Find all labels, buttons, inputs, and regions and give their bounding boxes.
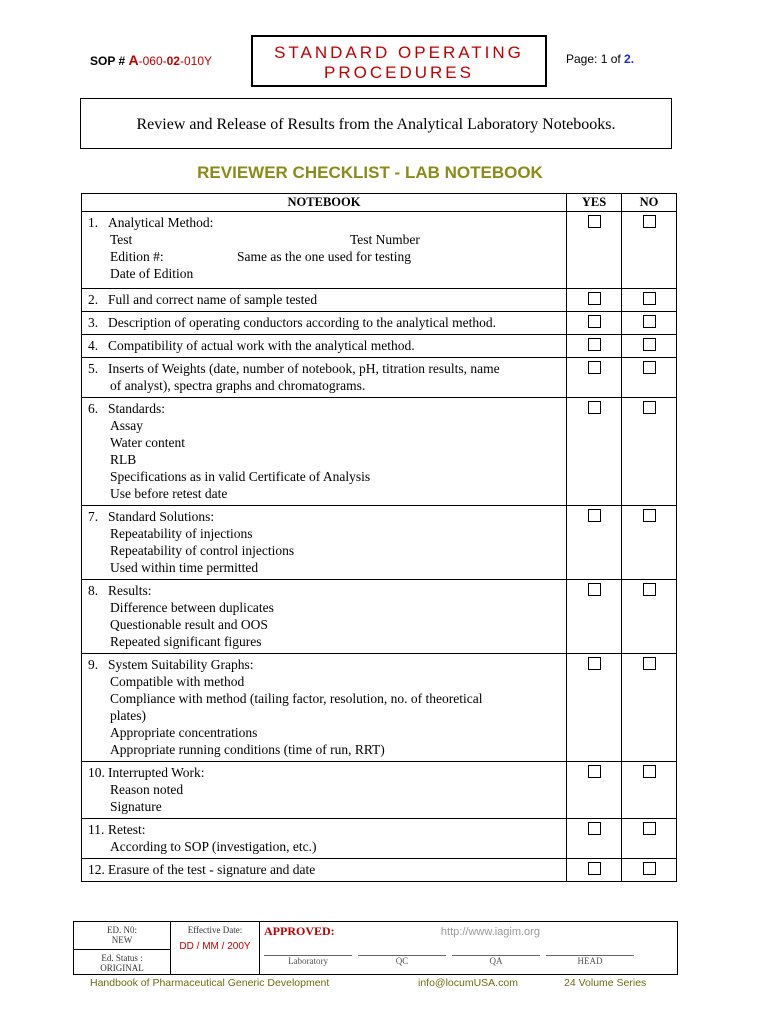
yes-cell [567, 859, 622, 882]
item-sub: RLB [110, 452, 137, 467]
no-cell [622, 289, 677, 312]
item-number: 8. [88, 583, 99, 598]
no-checkbox[interactable] [643, 401, 656, 414]
table-row [82, 859, 677, 882]
no-checkbox[interactable] [643, 361, 656, 374]
item-title: Full and correct name of sample tested [108, 292, 318, 307]
ed-status-cell [74, 950, 171, 975]
item-number: 3. [88, 315, 99, 330]
item-sub: Edition #: [110, 249, 164, 264]
table-row [82, 212, 677, 289]
item-title: Interrupted Work: [108, 765, 205, 780]
sig-laboratory: Laboratory [264, 955, 352, 966]
yes-cell [567, 580, 622, 654]
item-cell [82, 212, 567, 289]
item-cell [82, 859, 567, 882]
no-cell [622, 212, 677, 289]
no-checkbox[interactable] [643, 292, 656, 305]
no-checkbox[interactable] [643, 215, 656, 228]
no-checkbox[interactable] [643, 862, 656, 875]
yes-checkbox[interactable] [588, 401, 601, 414]
item-cell [82, 312, 567, 335]
yes-cell [567, 654, 622, 762]
yes-checkbox[interactable] [588, 765, 601, 778]
approval-cell [260, 922, 678, 975]
table-row [82, 289, 677, 312]
no-checkbox[interactable] [643, 583, 656, 596]
item-sub: Specifications as in valid Certificate of Analysis [110, 469, 371, 484]
ed-status-label: Ed. Status : [101, 953, 143, 963]
no-checkbox[interactable] [643, 822, 656, 835]
item-sub: Repeatability of injections [110, 526, 253, 541]
item-number: 5. [88, 361, 99, 376]
item-number: 6. [88, 401, 99, 416]
item-sub: Questionable result and OOS [110, 617, 268, 632]
no-cell [622, 335, 677, 358]
table-row [82, 398, 677, 506]
sop-code-a: A [128, 52, 139, 68]
item-sub: Use before retest date [110, 486, 228, 501]
item-sub: Reason noted [110, 782, 184, 797]
yes-checkbox[interactable] [588, 315, 601, 328]
item-sub: Appropriate running conditions (time of run, RRT) [110, 742, 385, 757]
table-row [82, 580, 677, 654]
no-cell [622, 654, 677, 762]
table-row [82, 819, 677, 859]
item-sub: Repeated significant figures [110, 634, 262, 649]
item-cell [82, 819, 567, 859]
table-row [82, 335, 677, 358]
effective-date-cell [171, 922, 260, 975]
item-sub: of analyst), spectra graphs and chromatograms. [110, 378, 366, 393]
page-indicator [566, 52, 634, 66]
table-row [82, 358, 677, 398]
item-sub: Same as the one used for testing [237, 249, 411, 264]
item-sub: Difference between duplicates [110, 600, 274, 615]
item-sub: Signature [110, 799, 162, 814]
item-number: 11. [88, 822, 105, 837]
document-title [251, 35, 547, 87]
yes-cell [567, 312, 622, 335]
no-cell [622, 312, 677, 335]
item-sub: Used within time permitted [110, 560, 259, 575]
no-cell [622, 358, 677, 398]
item-sub: Appropriate concentrations [110, 725, 258, 740]
subject-text: Review and Release of Results from the Analytical Laboratory Notebooks. [136, 116, 616, 133]
item-title: System Suitability Graphs: [108, 657, 254, 672]
yes-cell [567, 358, 622, 398]
col-notebook: NOTEBOOK [82, 194, 567, 212]
checklist-table [81, 193, 677, 882]
no-cell [622, 819, 677, 859]
yes-cell [567, 819, 622, 859]
no-checkbox[interactable] [643, 765, 656, 778]
item-sub: Test [110, 232, 133, 247]
col-no: NO [622, 194, 677, 212]
item-title: Inserts of Weights (date, number of notebook, pH, titration results, name [108, 361, 500, 376]
item-sub: Compliance with method (tailing factor, resolution, no. of theoretical [110, 691, 483, 706]
table-row [82, 762, 677, 819]
no-cell [622, 398, 677, 506]
sig-qa: QA [452, 955, 540, 966]
item-sub: Assay [110, 418, 143, 433]
item-title: Retest: [108, 822, 146, 837]
volume-series: 24 Volume Series [564, 977, 647, 989]
yes-checkbox[interactable] [588, 822, 601, 835]
sop-code-part3: -010Y [179, 54, 212, 68]
item-number: 2. [88, 292, 99, 307]
item-sub: Repeatability of control injections [110, 543, 295, 558]
yes-checkbox[interactable] [588, 338, 601, 351]
item-sub: Test Number [350, 232, 420, 247]
item-cell [82, 358, 567, 398]
no-cell [622, 762, 677, 819]
sop-code-part1: -060- [138, 54, 167, 68]
item-number: 7. [88, 509, 99, 524]
title-line-1: STANDARD OPERATING [274, 43, 524, 62]
item-title: Analytical Method: [108, 215, 214, 230]
item-number: 4. [88, 338, 99, 353]
yes-checkbox[interactable] [588, 361, 601, 374]
yes-cell [567, 335, 622, 358]
yes-cell [567, 506, 622, 580]
item-title: Compatibility of actual work with the analytical method. [108, 338, 415, 353]
sig-head: HEAD [546, 955, 634, 966]
item-sub: Date of Edition [110, 266, 194, 281]
no-cell [622, 580, 677, 654]
contact-email: info@locumUSA.com [418, 977, 518, 989]
item-title: Standard Solutions: [108, 509, 215, 524]
ed-no-label: ED. N0: [107, 925, 137, 935]
item-number: 12. [88, 862, 105, 877]
no-cell [622, 859, 677, 882]
yes-checkbox[interactable] [588, 583, 601, 596]
footer-table [73, 921, 678, 975]
item-cell [82, 289, 567, 312]
sop-number [90, 52, 212, 68]
item-number: 10. [88, 765, 105, 780]
yes-checkbox[interactable] [588, 862, 601, 875]
approved-label: APPROVED: [264, 924, 335, 938]
item-cell [82, 335, 567, 358]
yes-checkbox[interactable] [588, 657, 601, 670]
item-sub: Compatible with method [110, 674, 245, 689]
sop-prefix: SOP # [90, 54, 129, 68]
title-line-2: PROCEDURES [324, 63, 474, 82]
item-title: Erasure of the test - signature and date [108, 862, 316, 877]
sop-code-part2: 02 [166, 54, 180, 68]
yes-checkbox[interactable] [588, 215, 601, 228]
yes-cell [567, 289, 622, 312]
effective-date-value: DD / MM / 200Y [179, 941, 251, 952]
page-total: 2. [624, 52, 635, 66]
no-checkbox[interactable] [643, 509, 656, 522]
handbook-text: Handbook of Pharmaceutical Generic Development [90, 977, 330, 989]
item-sub: Water content [110, 435, 186, 450]
yes-checkbox[interactable] [588, 509, 601, 522]
checklist-title: REVIEWER CHECKLIST - LAB NOTEBOOK [197, 163, 543, 182]
table-header-row [82, 194, 677, 212]
item-title: Results: [108, 583, 152, 598]
item-title: Description of operating conductors according to the analytical method. [108, 315, 496, 330]
subject-box [80, 98, 672, 149]
item-number: 9. [88, 657, 99, 672]
ed-status-value: ORIGINAL [100, 963, 144, 973]
no-checkbox[interactable] [643, 338, 656, 351]
table-row [82, 506, 677, 580]
table-row [82, 654, 677, 762]
item-cell [82, 506, 567, 580]
item-sub: According to SOP (investigation, etc.) [110, 839, 317, 854]
effective-date-label: Effective Date: [187, 925, 243, 935]
item-cell [82, 654, 567, 762]
item-sub: plates) [110, 708, 146, 723]
no-checkbox[interactable] [643, 657, 656, 670]
yes-checkbox[interactable] [588, 292, 601, 305]
table-row [82, 312, 677, 335]
website-url: http://www.iagim.org [440, 926, 540, 938]
item-number: 1. [88, 215, 99, 230]
no-cell [622, 506, 677, 580]
yes-cell [567, 212, 622, 289]
ed-no-value: NEW [111, 935, 133, 945]
ed-no-cell [74, 922, 171, 950]
col-yes: YES [567, 194, 622, 212]
item-cell [82, 580, 567, 654]
yes-cell [567, 762, 622, 819]
yes-cell [567, 398, 622, 506]
sig-qc: QC [358, 955, 446, 966]
item-title: Standards: [108, 401, 165, 416]
item-cell [82, 398, 567, 506]
page-label: Page: 1 of [566, 52, 625, 66]
no-checkbox[interactable] [643, 315, 656, 328]
item-cell [82, 762, 567, 819]
